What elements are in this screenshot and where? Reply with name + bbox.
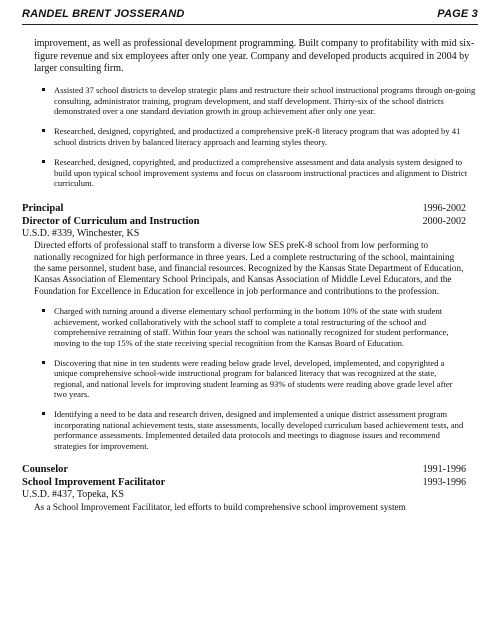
bullet-text: Researched, designed, copyrighted, and productized a comprehensive assessment and data analysis system designed to build upon typical school improvement systems and focus on classroom instructional practices and alignment to District curriculum. [54,156,468,189]
job-date: 1993-1996 [422,476,466,488]
job-title-row [22,216,466,229]
job-title: School Improvement Facilitator [22,476,166,488]
bullet-icon [42,129,45,132]
job-bullet-list [22,306,466,451]
job-title-row [22,477,466,490]
job-title: Principal [22,203,64,215]
bullet-text: Assisted 37 school districts to develop strategic plans and restructure their school instructional programs through on-going consulting, administrator training, program development, and staff development. Thirty-six of the school districts demonstrated over a one standard deviation growth in group achievement after only one year. [54,84,476,117]
job-summary: As a School Improvement Facilitator, led efforts to build comprehensive school improvement system [34,502,406,513]
job-date: 1991-1996 [422,464,466,476]
bullet-text: Discovering that nine in ten students were reading below grade level, developed, implemented, and copyrighted a unique comprehensive school-wide instructional program for balanced literacy that was recognized at the state, regional, and national levels for improving student learning as 93% of students were reading above grade level after two years. [54,357,453,400]
bullet-text: Researched, designed, copyrighted, and productized a comprehensive preK-8 literacy program that was adopted by 41 school districts driven by balanced literacy approach and learning styles theory. [54,126,461,147]
intro-bullet-list [34,85,478,189]
job-title-row [22,203,466,216]
job-date: 2000-2002 [422,215,466,227]
job-title: Director of Curriculum and Instruction [22,215,200,227]
list-item [34,358,466,400]
header-rule [22,24,478,25]
job-title-row [22,464,466,477]
job-employer: U.S.D. #437, Topeka, KS [22,489,124,501]
bullet-text: Identifying a need to be data and research driven, designed and implemented a unique district assessment program incorporating national achievement tests, state assessments, locally developed curriculum based achievement tests, and performance assessments. Implemented detailed data protocols and meetings to diagnose issues and recommend strategies for improvement. [54,408,464,451]
job-title: Counselor [22,464,69,476]
list-item [34,409,466,451]
list-item [34,306,466,348]
job-date: 1996-2002 [422,203,466,215]
bullet-icon [42,88,45,91]
intro-paragraph: improvement, as well as professional development programming. Built company to profitability with mid six-figure revenue and six employees after only one year. Company and developed products acquired in 2004 by larger consulting firm. [34,38,475,75]
bullet-icon [42,361,45,364]
bullet-icon [42,309,45,312]
job-summary: Directed efforts of professional staff to transform a diverse low SES preK-8 school from low performing to nationally recognized for high performance in three years. Led a complete restructuring of the school, maintaining the same personnel, student base, and financial resources. Recognized by the Kansas State Department of Education, Kansas Association of Elementary School Principals, and Kansas Association of Middle Level Educators, and the Foundation for Excellence in Education for excellence in job performance and contributions to the profession. [34,240,464,296]
bullet-icon [42,412,45,415]
resume-body [22,38,478,514]
job-principal [22,203,466,451]
job-employer: U.S.D. #339, Winchester, KS [22,228,140,240]
bullet-icon [42,160,45,163]
job-counselor [22,464,466,513]
header-name: RANDEL BRENT JOSSERAND [22,8,185,20]
bullet-text: Charged with turning around a diverse elementary school performing in the bottom 10% of the state with student achievement, worked collaboratively with the school staff to complete a total restructuring of the school and comprehensive retraining of staff. Within four years the school was nationally recognized for student performance, moving to the top 15% of the state receiving special recognition from the Kansas Board of Education. [54,306,449,348]
header-page-number: PAGE 3 [437,8,478,20]
list-item [34,126,478,148]
list-item [34,85,478,117]
list-item [34,157,478,189]
page-header [22,8,478,24]
